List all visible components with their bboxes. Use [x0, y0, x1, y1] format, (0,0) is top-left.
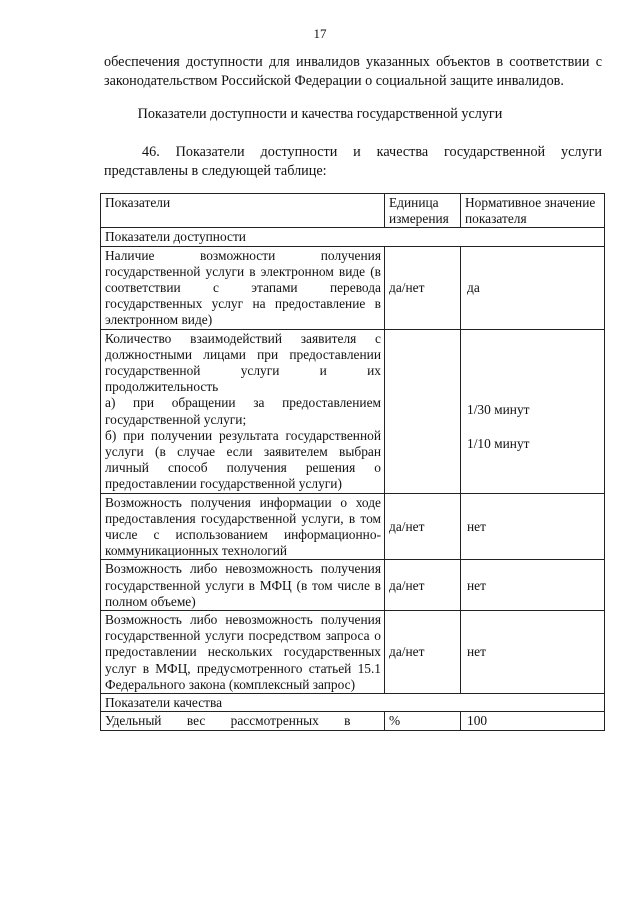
unit-cell: да/нет [385, 246, 461, 329]
unit-cell: да/нет [385, 493, 461, 560]
indicator-cell: Удельный вес рассмотренных в [101, 712, 385, 730]
indicator-cell [101, 329, 385, 493]
table-row [101, 712, 605, 730]
table-row [101, 329, 605, 493]
unit-cell: да/нет [385, 560, 461, 611]
header-normative-value: Нормативное значение показателя [461, 194, 605, 228]
value-text: 1/10 минут [467, 435, 530, 451]
indicator-cell: Возможность либо невозможность получения государственной услуги в МФЦ (в том числе в полном объеме) [101, 560, 385, 611]
table-header-row [101, 194, 605, 228]
table-row [101, 493, 605, 560]
value-text: 1/30 минут [467, 401, 530, 417]
value-cell: нет [461, 611, 605, 694]
section-access-label: Показатели доступности [101, 228, 605, 246]
indicator-cell: Наличие возможности получения государственной услуги в электронном виде (в соответствии с этапами перевода государственных услуг на предоставление в электронном виде) [101, 246, 385, 329]
indicator-text: а) при обращении за предоставлением государственной услуги; [105, 395, 381, 427]
indicators-table [100, 193, 605, 731]
table-section-row [101, 694, 605, 712]
value-cell [461, 329, 605, 493]
header-unit: Единица измерения [385, 194, 461, 228]
table-row [101, 560, 605, 611]
unit-cell [385, 329, 461, 493]
value-cell: нет [461, 493, 605, 560]
indicator-cell: Возможность либо невозможность получения государственной услуги посредством запроса о предоставлении нескольких государственных услуг в МФЦ, предусмотренного статьей 15.1 Федерального закона (комплексный запрос) [101, 611, 385, 694]
value-cell: да [461, 246, 605, 329]
indicator-cell: Возможность получения информации о ходе предоставления государственной услуги, в том числе с использованием информационно-коммуникационных технологий [101, 493, 385, 560]
header-indicators: Показатели [101, 194, 385, 228]
value-cell: нет [461, 560, 605, 611]
page-number: 17 [313, 26, 327, 41]
value-cell: 100 [461, 712, 605, 730]
table-section-row [101, 228, 605, 246]
section-quality-label: Показатели качества [101, 694, 605, 712]
paragraph-table-intro: 46. Показатели доступности и качества государственной услуги представлены в следующей таблице: [104, 144, 602, 179]
paragraph-accessibility-continuation: обеспечения доступности для инвалидов указанных объектов в соответствии с законодательством Российской Федерации о социальной защите инвалидов. [104, 54, 602, 89]
indicator-text: Количество взаимодействий заявителя с должностными лицами при предоставлении государственной услуги и их продолжительность [105, 330, 381, 395]
section-title: Показатели доступности и качества государственной услуги [137, 106, 503, 122]
unit-cell: % [385, 712, 461, 730]
table-row [101, 611, 605, 694]
indicator-text: б) при получении результата государственной услуги (в случае если заявителем выбран личный способ получения решения о предоставлении государственной услуги) [105, 427, 381, 492]
table-row [101, 246, 605, 329]
unit-cell: да/нет [385, 611, 461, 694]
